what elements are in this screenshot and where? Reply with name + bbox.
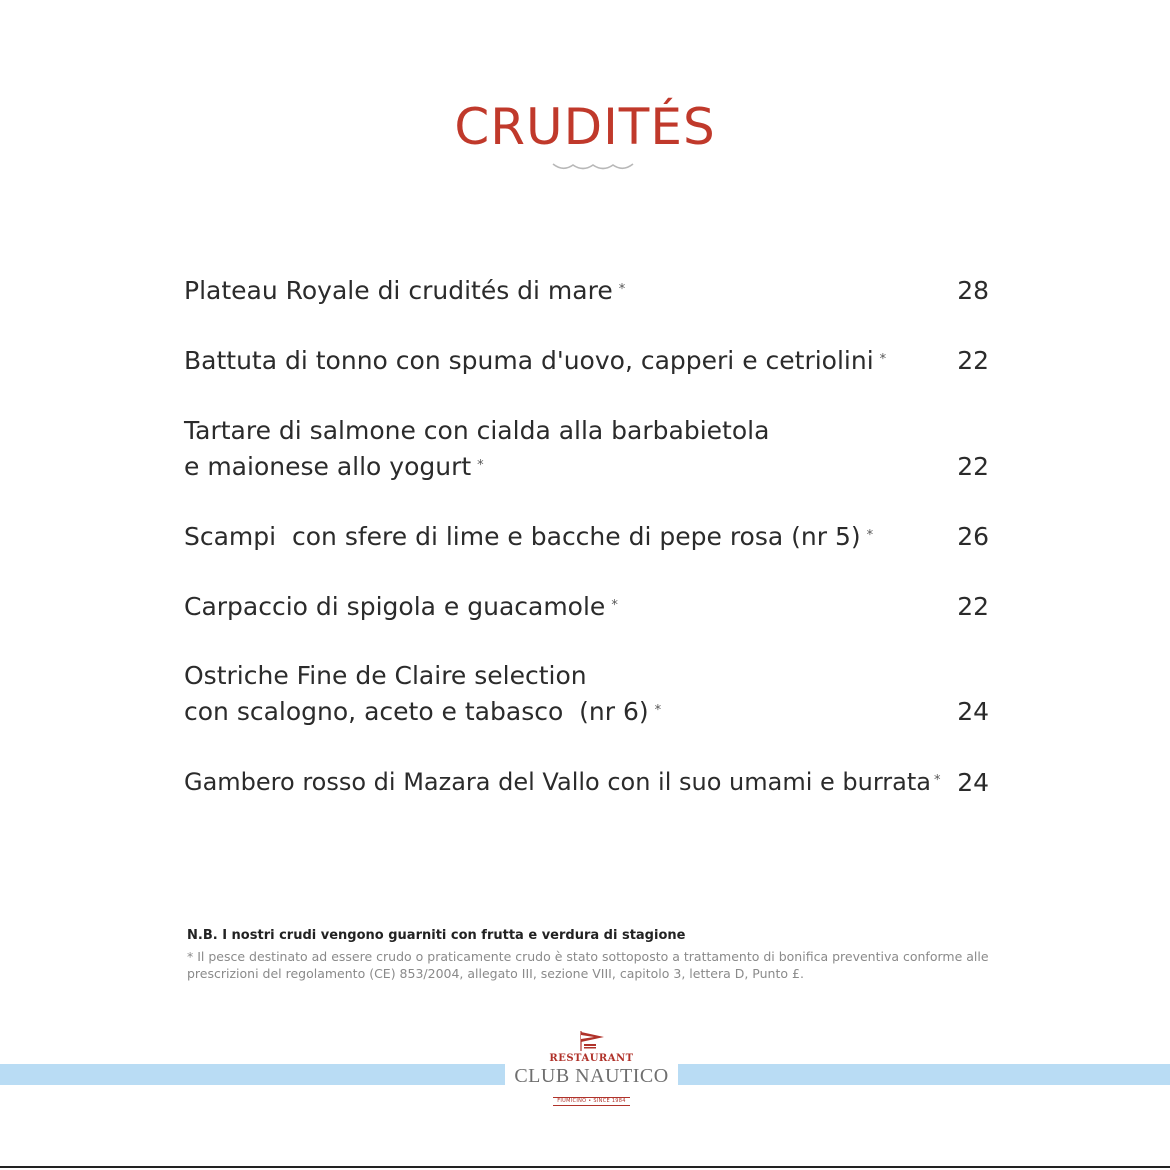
logo-restaurant-label: RESTAURANT bbox=[549, 1053, 634, 1064]
asterisk-marker: * bbox=[618, 282, 626, 297]
asterisk-marker: * bbox=[611, 598, 618, 613]
menu-item bbox=[184, 272, 989, 308]
menu-item-name: Gambero rosso di Mazara del Vallo con il suo umami e burrata * bbox=[184, 768, 941, 796]
bottom-border bbox=[0, 1166, 1170, 1168]
restaurant-logo bbox=[505, 1030, 678, 1106]
page-title: CRUDITÉS bbox=[454, 98, 716, 156]
menu-item-name: Tartare di salmone con cialda alla barbabietola e maionese allo yogurt * bbox=[184, 416, 770, 481]
logo-tagline: FIUMICINO • SINCE 1984 bbox=[553, 1097, 630, 1106]
menu-item bbox=[184, 763, 989, 800]
asterisk-marker: * bbox=[866, 528, 874, 543]
menu-item bbox=[184, 518, 989, 554]
menu-item-price: 28 bbox=[957, 276, 989, 305]
pennant-flag-icon bbox=[578, 1030, 606, 1052]
menu-item-price: 24 bbox=[957, 697, 989, 726]
asterisk-marker: * bbox=[654, 703, 662, 718]
menu-item-name: Carpaccio di spigola e guacamole * bbox=[184, 592, 618, 621]
wave-divider-icon bbox=[552, 160, 634, 174]
menu-item-name: Plateau Royale di crudités di mare * bbox=[184, 276, 626, 305]
menu-item bbox=[184, 413, 989, 484]
footnotes bbox=[187, 927, 1017, 982]
nb-note: N.B. I nostri crudi vengono guarniti con frutta e verdura di stagione bbox=[187, 928, 686, 943]
menu-item-price: 26 bbox=[957, 522, 989, 551]
menu-item-name: Battuta di tonno con spuma d'uovo, capperi e cetriolini * bbox=[184, 346, 887, 375]
asterisk-marker: * bbox=[879, 352, 887, 367]
menu-item-name: Ostriche Fine de Claire selection con scalogno, aceto e tabasco (nr 6) * bbox=[184, 661, 662, 726]
menu-item-price: 24 bbox=[957, 768, 989, 797]
menu-item-price: 22 bbox=[957, 592, 989, 621]
decorative-band-left bbox=[0, 1064, 505, 1085]
menu-item bbox=[184, 342, 989, 378]
menu-item-name: Scampi con sfere di lime e bacche di pepe rosa (nr 5) * bbox=[184, 522, 874, 551]
logo-name: CLUB NAUTICO bbox=[514, 1065, 669, 1087]
asterisk-marker: * bbox=[477, 458, 484, 473]
menu-item bbox=[184, 588, 989, 624]
asterisk-marker: * bbox=[934, 773, 941, 788]
menu-item-price: 22 bbox=[957, 452, 989, 481]
decorative-band-right bbox=[678, 1064, 1170, 1085]
disclaimer: * Il pesce destinato ad essere crudo o praticamente crudo è stato sottoposto a trattamento di bonifica preventiva conforme alle prescrizioni del regolamento (CE) 853/2004, allegato III, sezione VIII, capitolo 3, lettera D, Punto £. bbox=[187, 949, 989, 981]
menu-item-price: 22 bbox=[957, 346, 989, 375]
menu-item bbox=[184, 658, 989, 729]
